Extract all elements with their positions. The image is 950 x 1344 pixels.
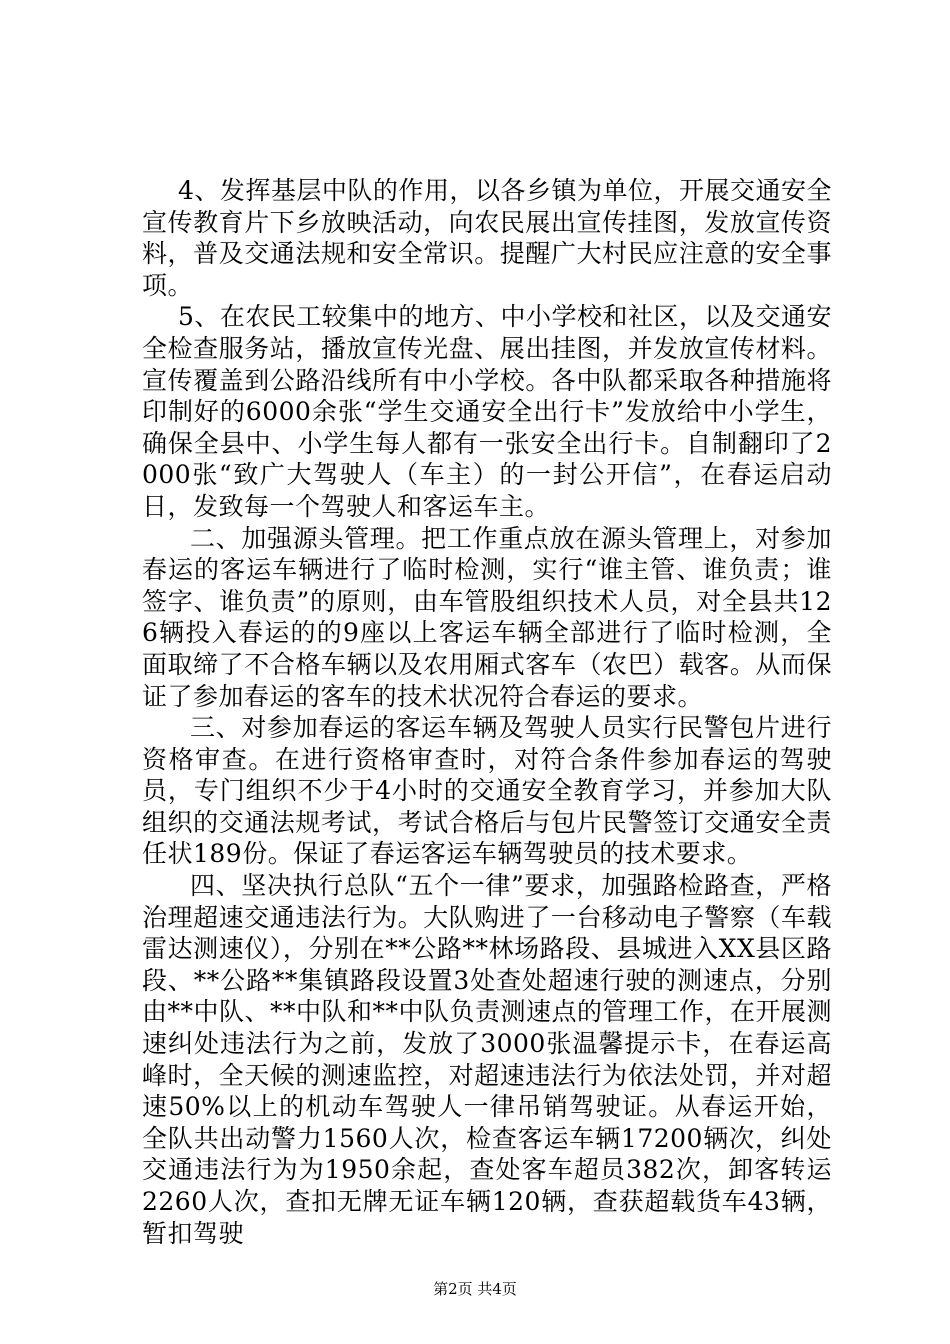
paragraph-item-5: 5、在农民工较集中的地方、中小学校和社区，以及交通安全检查服务站，播放宣传光盘、展出挂图，并发放宣传材料。宣传覆盖到公路沿线所有中小学校。各中队都采取各种措施将印制好的6000余张“学生交通安全出行卡”发放给中小学生，确保全县中、小学生每人都有一张安全出行卡。自制翻印了2000张“致广大驾驶人（车主）的一封公开信”，在春运启动日，发致每一个驾驶人和客运车主。	[142, 302, 832, 521]
page-number: 第2页 共4页	[433, 1280, 517, 1298]
paragraph-item-4: 4、发挥基层中队的作用，以各乡镇为单位，开展交通安全宣传教育片下乡放映活动，向农民展出宣传挂图，发放宣传资料，普及交通法规和安全常识。提醒广大村民应注意的安全事项。	[142, 176, 832, 300]
paragraph-section-2: 二、加强源头管理。把工作重点放在源头管理上，对参加春运的客运车辆进行了临时检测，实行“谁主管、谁负责；谁签字、谁负责”的原则，由车管股组织技术人员，对全县共126辆投入春运的的9座以上客运车辆全部进行了临时检测，全面取缔了不合格车辆以及农用厢式客车（农巴）载客。从而保证了参加春运的客车的技术状况符合春运的要求。	[142, 523, 832, 711]
paragraph-section-4: 四、坚决执行总队“五个一律”要求，加强路检路查，严格治理超速交通违法行为。大队购进了一台移动电子警察（车载雷达测速仪），分别在**公路**林场路段、县城进入XX县区路段、**公路**集镇路段设置3处查处超速行驶的测速点，分别由**中队、**中队和**中队负责测速点的管理工作，在开展测速纠处违法行为之前，发放了3000张温馨提示卡，在春运高峰时，全天候的测速监控，对超速违法行为依法处罚，并对超速50%以上的机动车驾驶人一律吊销驾驶证。从春运开始，全队共出动警力1560人次，检查客运车辆17200辆次，纠处交通违法行为为1950余起，查处客车超员382次，卸客转运2260人次，查扣无牌无证车辆120辆，查获超载货车43辆，暂扣驾驶	[142, 871, 833, 1248]
paragraph-section-3: 三、对参加春运的客运车辆及驾驶人员实行民警包片进行资格审查。在进行资格审查时，对符合条件参加春运的驾驶员，专门组织不少于4小时的交通安全教育学习，并参加大队组织的交通法规考试，考试合格后与包片民警签订交通安全责任状189份。保证了春运客运车辆驾驶员的技术要求。	[142, 713, 832, 869]
document-body	[142, 175, 832, 1249]
